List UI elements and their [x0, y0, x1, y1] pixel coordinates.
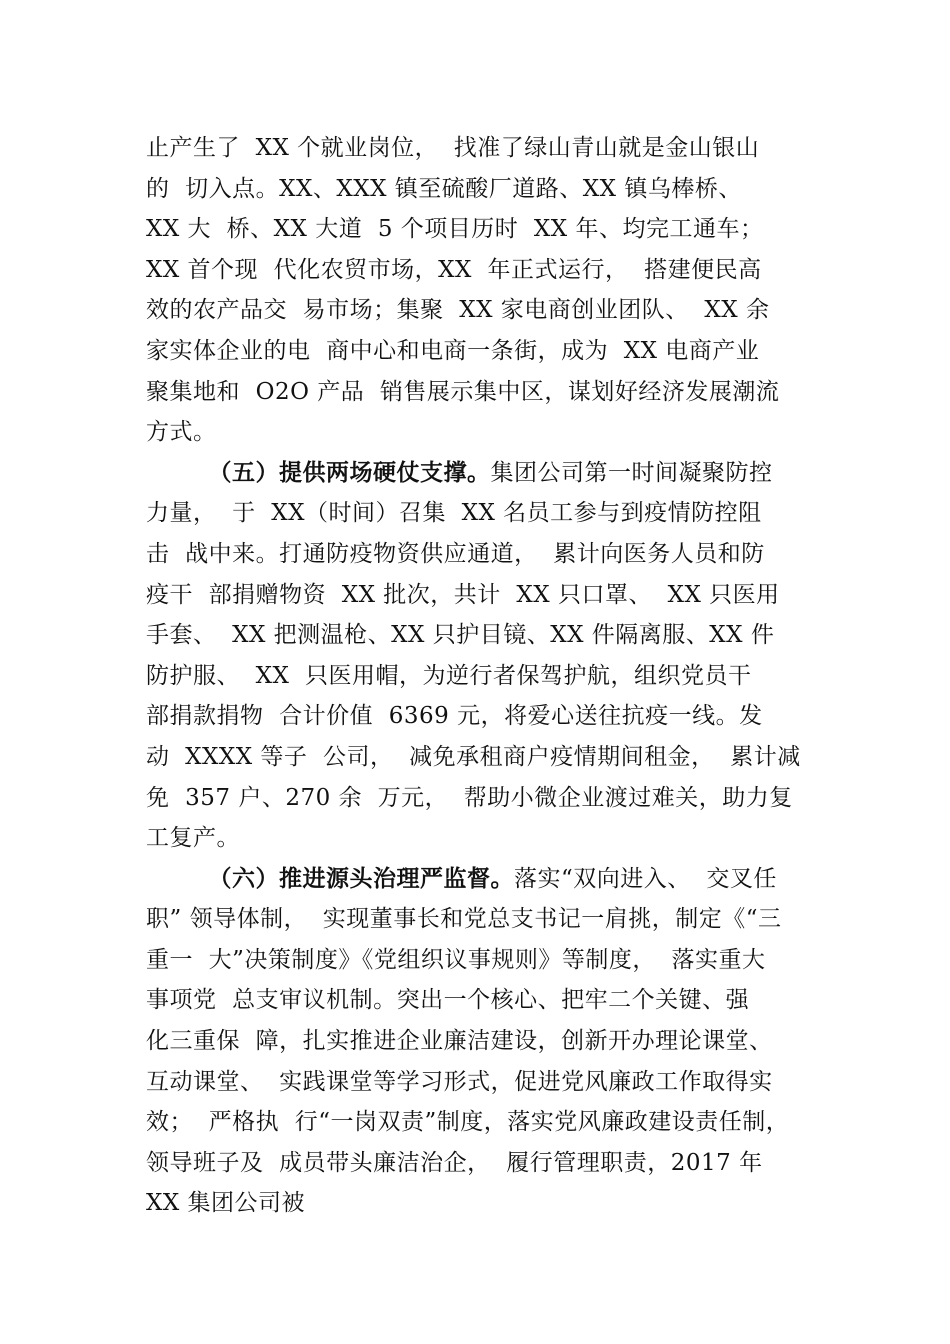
line-text: 效； 严格执 行“一岗双责”制度，落实党风廉政建设责任制，	[146, 1109, 790, 1136]
text-line	[146, 615, 826, 656]
section-heading-6: （六）推进源头治理严监督。	[208, 864, 514, 892]
line-text: 方式。	[146, 419, 217, 446]
paragraph-indent	[146, 866, 209, 892]
line-text: 效的农产品交 易市场；集聚 XX 家电商创业团队、 XX 余	[146, 297, 770, 324]
line-text: 互动课堂、 实践课堂等学习形式，促进党风廉政工作取得实	[146, 1068, 773, 1095]
text-line	[146, 778, 826, 819]
text-line	[146, 493, 826, 534]
line-text: 力量， 于 XX（时间）召集 XX 名员工参与到疫情防控阻	[146, 500, 762, 527]
text-line	[146, 818, 826, 859]
text-line	[146, 980, 826, 1021]
line-text: 击 战中来。打通防疫物资供应通道， 累计向医务人员和防	[146, 540, 765, 567]
line-text: 防护服、 XX 只医用帽，为逆行者保驾护航，组织党员干	[146, 662, 752, 689]
line-text: 事项党 总支审议机制。突出一个核心、把牢二个关键、强	[146, 987, 750, 1014]
text-line	[146, 575, 826, 616]
line-text: 止产生了 XX 个就业岗位， 找准了绿山青山就是金山银山	[146, 135, 760, 161]
text-line	[146, 209, 826, 250]
line-text: XX 集团公司被	[146, 1190, 306, 1217]
line-text: 职” 领导体制， 实现董事长和党总支书记一肩挑，制定《“三	[146, 906, 782, 933]
section-heading-5: （五）提供两场硬仗支撑。	[208, 458, 491, 486]
text-line	[146, 1183, 826, 1224]
body-text	[146, 128, 826, 1224]
line-text: 聚集地和 O2O 产品 销售展示集中区，谋划好经济发展潮流	[146, 378, 780, 405]
text-line	[146, 1021, 826, 1062]
line-text: 集团公司第一时间凝聚防控	[490, 459, 773, 486]
line-text: 落实“双向进入、 交叉任	[514, 865, 777, 892]
text-line	[146, 534, 826, 575]
text-line	[146, 372, 826, 413]
paragraph-start-line	[146, 453, 826, 494]
text-line	[146, 899, 826, 940]
line-text: 动 XXXX 等子 公司， 减免承租商户疫情期间租金， 累计减	[146, 743, 801, 770]
line-text: 化三重保 障，扎实推进企业廉洁建设，创新开办理论课堂、	[146, 1028, 773, 1055]
line-text: 工复产。	[146, 825, 240, 852]
line-text: 家实体企业的电 商中心和电商一条街，成为 XX 电商产业	[146, 337, 760, 364]
line-text: 疫干 部捐赠物资 XX 批次，共计 XX 只口罩、 XX 只医用	[146, 581, 780, 608]
text-line	[146, 737, 826, 778]
line-text: XX 大 桥、XX 大道 5 个项目历时 XX 年、均完工通车；	[146, 216, 764, 243]
text-line	[146, 290, 826, 331]
text-line	[146, 331, 826, 372]
line-text: 手套、 XX 把测温枪、XX 只护目镜、XX 件隔离服、XX 件	[146, 622, 775, 649]
line-text: 重一 大”决策制度》《党组织议事规则》等制度， 落实重大	[146, 946, 766, 973]
text-line	[146, 128, 826, 169]
text-line	[146, 1143, 826, 1184]
text-line	[146, 1062, 826, 1103]
line-text: XX 首个现 代化农贸市场，XX 年正式运行， 搭建便民高	[146, 256, 762, 283]
text-line	[146, 1102, 826, 1143]
paragraph-indent	[146, 460, 209, 486]
text-line	[146, 940, 826, 981]
line-text: 部捐款捐物 合计价值 6369 元，将爱心送往抗疫一线。发	[146, 703, 763, 730]
text-line	[146, 656, 826, 697]
text-line	[146, 696, 826, 737]
text-line	[146, 169, 826, 210]
line-text: 免 357 户、270 余 万元， 帮助小微企业渡过难关，助力复	[146, 784, 793, 811]
line-text: 的 切入点。XX、XXX 镇至硫酸厂道路、XX 镇乌棒桥、	[146, 175, 742, 202]
line-text: 领导班子及 成员带头廉洁治企， 履行管理职责，2017 年	[146, 1149, 763, 1176]
text-line	[146, 250, 826, 291]
text-line	[146, 412, 826, 453]
paragraph-start-line	[146, 859, 826, 900]
